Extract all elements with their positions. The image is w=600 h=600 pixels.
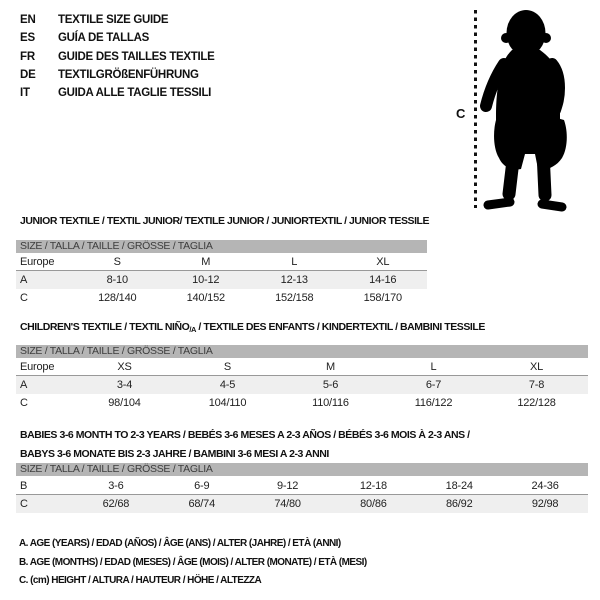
size-cell: 62/68: [102, 498, 130, 510]
table-row: [16, 376, 588, 394]
size-cell: 110/116: [312, 397, 349, 409]
footnote-b: B. AGE (MONTHS) / EDAD (MESES) / ÂGE (MOIS) / ALTER (MONATE) / ETÀ (MESI): [19, 556, 367, 568]
language-title: GUIDE DES TAILLES TEXTILE: [58, 50, 215, 63]
footnote-a: A. AGE (YEARS) / EDAD (AÑOS) / ÂGE (ANS) / ALTER (JAHRE) / ETÀ (ANNI): [19, 538, 341, 549]
footnote-c: C. (cm) HEIGHT / ALTURA / HAUTEUR / HÖHE / ALTEZZA: [19, 575, 262, 587]
size-cell: XL: [529, 361, 544, 373]
size-cell: 14-16: [369, 274, 397, 286]
size-cell: L: [430, 361, 437, 373]
language-title: GUIDA ALLE TAGLIE TESSILI: [58, 87, 212, 100]
size-table: [16, 253, 427, 307]
size-cell: 3-6: [108, 480, 124, 492]
language-title: GUÍA DE TALLAS: [58, 32, 149, 45]
language-row: [20, 66, 215, 84]
section-title-line1: BABIES 3-6 MONTH TO 2-3 YEARS / BEBÉS 3-6 MESES A 2-3 AÑOS / BÉBÉS 3-6 MOIS À 2-3 ANS /: [20, 429, 470, 441]
size-cell: 104/110: [208, 397, 247, 409]
section-junior-textile: [16, 215, 430, 304]
size-cell: 68/74: [188, 498, 215, 510]
language-title: TEXTILGRÖßENFÜHRUNG: [58, 68, 199, 81]
language-row: [20, 84, 215, 102]
size-cell: 98/104: [108, 397, 141, 409]
size-cell: 152/158: [275, 292, 314, 304]
size-cell: 116/122: [414, 397, 453, 409]
size-cell: 128/140: [98, 292, 137, 304]
size-cell: S: [113, 256, 121, 268]
size-cell: 3-4: [116, 379, 133, 391]
size-cell: 74/80: [274, 498, 301, 510]
language-row: [20, 29, 215, 47]
size-cell: 86/92: [445, 498, 473, 510]
table-row: [16, 394, 588, 412]
language-code: IT: [20, 87, 30, 100]
size-cell: XS: [117, 361, 132, 373]
table-row: [16, 289, 427, 307]
row-label: C: [20, 292, 28, 304]
size-cell: 24-36: [531, 480, 559, 492]
language-row: [20, 11, 215, 29]
size-table: [16, 477, 588, 513]
language-row: [20, 48, 215, 66]
size-header-bar: SIZE / TALLA / TAILLE / GRÖSSE / TAGLIA: [16, 345, 588, 358]
size-cell: 158/170: [363, 292, 402, 304]
language-code: EN: [20, 14, 36, 26]
language-code: DE: [20, 68, 36, 81]
row-label: C: [20, 498, 28, 510]
size-cell: 7-8: [528, 379, 545, 391]
table-row: [16, 477, 588, 495]
size-header-bar: SIZE / TALLA / TAILLE / GRÖSSE / TAGLIA: [16, 240, 427, 253]
footnotes: [19, 535, 367, 591]
size-cell: 10-12: [192, 274, 220, 286]
language-code: ES: [20, 32, 35, 45]
row-label: Europe: [20, 361, 55, 373]
size-cell: 4-5: [219, 379, 236, 391]
size-cell: 8-10: [106, 274, 128, 286]
row-label: Europe: [20, 256, 55, 268]
size-cell: 140/152: [186, 292, 225, 304]
size-cell: 6-9: [194, 480, 210, 492]
size-cell: 12-13: [280, 274, 308, 286]
section-title-line2: BABYS 3-6 MONATE BIS 2-3 JAHRE / BAMBINI 3-6 MESI A 2-3 ANNI: [20, 447, 329, 460]
section-babies-textile: [16, 426, 588, 510]
size-cell: XL: [376, 256, 390, 268]
section-childrens-textile: [16, 321, 588, 409]
row-label: A: [20, 274, 28, 286]
section-title: [16, 426, 588, 463]
row-label: C: [20, 397, 28, 409]
row-label: A: [20, 379, 28, 391]
language-code: FR: [20, 50, 35, 63]
size-cell: 80/86: [360, 498, 387, 510]
section-title: CHILDREN'S TEXTILE / TEXTIL $NIÑO_{/A}$ / TEXTILE DES ENFANTS / KINDERTEXTIL / BAMBINI TESSILE: [20, 321, 485, 334]
size-header-bar: SIZE / TALLA / TAILLE / GRÖSSE / TAGLIA: [16, 463, 588, 476]
toddler-silhouette-icon: [476, 6, 588, 212]
size-cell: M: [201, 256, 211, 268]
language-legend: [20, 11, 215, 102]
table-row: [16, 271, 427, 289]
size-table: [16, 358, 588, 412]
size-cell: M: [326, 361, 335, 373]
size-cell: L: [291, 256, 298, 268]
size-cell: S: [223, 361, 232, 373]
table-row: [16, 253, 427, 271]
table-row: [16, 358, 588, 376]
size-cell: 9-12: [276, 480, 299, 492]
size-cell: 122/128: [517, 397, 556, 409]
size-cell: 18-24: [445, 480, 473, 492]
section-title: JUNIOR TEXTILE / TEXTIL JUNIOR/ TEXTILE JUNIOR / JUNIORTEXTIL / JUNIOR TESSILE: [20, 215, 430, 227]
row-label: B: [20, 480, 28, 492]
language-title: TEXTILE SIZE GUIDE: [58, 14, 169, 26]
table-row: [16, 495, 588, 513]
size-cell: 12-18: [359, 480, 387, 492]
height-measure-label: C: [456, 106, 466, 121]
size-cell: 6-7: [425, 379, 442, 391]
size-cell: 5-6: [322, 379, 339, 391]
size-cell: 92/98: [531, 498, 559, 510]
